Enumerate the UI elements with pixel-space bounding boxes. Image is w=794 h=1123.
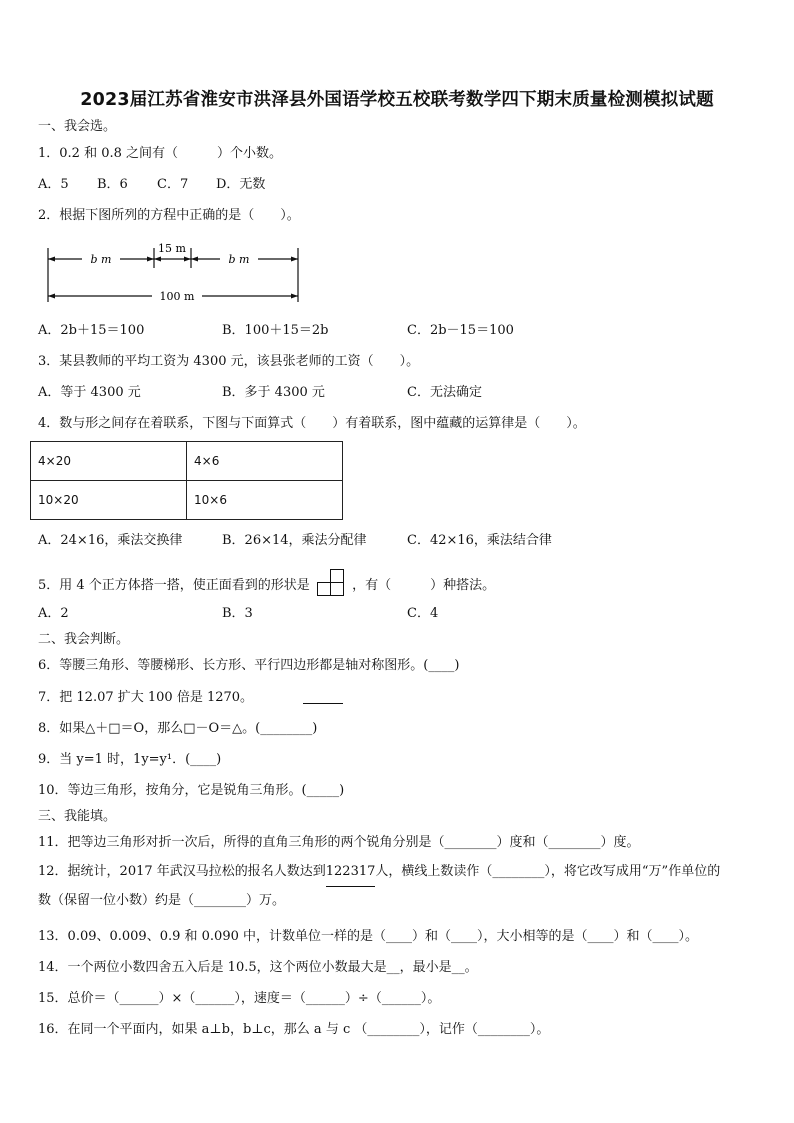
q5-option-a: A．2 [38,606,69,621]
q3-option-c: C．无法确定 [407,385,482,400]
q7-answer-blank[interactable] [303,689,343,704]
q2-option-c: C．2b－15＝100 [407,323,514,338]
grid-cell: 10×6 [187,481,343,520]
multiplication-grid-table [30,441,343,520]
q12-underlined-number: 122317 [326,858,376,887]
segment-label-left: b m [90,253,112,266]
question-13: 13．0.09、0.009、0.9 和 0.090 中，计数单位一样的是（____）和（____），大小相等的是（____）和（____）。 [38,929,698,944]
q1-option-b: B．6 [97,177,128,192]
q2-option-a: A．2b＋15＝100 [38,323,145,338]
section-heading-choice: 一、我会选。 [38,119,117,134]
section-heading-judge: 二、我会判断。 [38,632,130,647]
q5-text-before: 5．用 4 个正方体搭一搭，使正面看到的形状是 [38,578,310,593]
question-12 [38,858,763,915]
q3-option-a: A．等于 4300 元 [38,385,141,400]
q1-option-c: C．7 [157,177,189,192]
q4-option-b: B．26×14，乘法分配律 [222,533,367,548]
grid-cell: 4×6 [187,442,343,481]
q5-text-after: ，有（ ）种搭法。 [352,578,496,593]
question-6: 6．等腰三角形、等腰梯形、长方形、平行四边形都是轴对称图形。(____) [38,658,460,673]
q1-option-a: A．5 [38,177,69,192]
question-9: 9．当 y=1 时，1y=y¹．(____) [38,752,222,767]
segment-diagram [40,240,310,308]
question-1: 1．0.2 和 0.8 之间有（ ）个小数。 [38,146,283,161]
q5-option-b: B．3 [222,606,253,621]
section-heading-fill: 三、我能填。 [38,809,117,824]
segment-label-right: b m [228,253,250,266]
grid-cell: 10×20 [31,481,187,520]
question-7 [38,689,343,707]
question-2: 2．根据下图所列的方程中正确的是（ ）。 [38,208,300,223]
cube-front-view-icon [316,568,346,598]
question-16: 16．在同一个平面内，如果 a⊥b，b⊥c，那么 a 与 c （________），记作（________）。 [38,1022,550,1037]
question-10: 10．等边三角形，按角分，它是锐角三角形。(_____) [38,783,345,798]
q7-text: 7．把 12.07 扩大 100 倍是 1270。 [38,690,254,705]
q12-text-before: 12．据统计，2017 年武汉马拉松的报名人数达到 [38,864,326,879]
question-8: 8．如果△＋□＝O，那么□－O＝△。(________) [38,721,318,736]
question-4: 4．数与形之间存在着联系，下图与下面算式（ ）有着联系，图中蕴藏的运算律是（ ）。 [38,416,586,431]
question-5 [38,568,495,598]
question-15: 15．总价＝（______）×（______），速度＝（______）÷（______）。 [38,991,441,1006]
q12-text-line2: 数（保留一位小数）约是（________）万。 [38,893,286,908]
grid-cell: 4×20 [31,442,187,481]
question-11: 11．把等边三角形对折一次后，所得的直角三角形的两个锐角分别是（________）度和（________）度。 [38,835,640,850]
question-14: 14．一个两位小数四舍五入后是 10.5，这个两位小数最大是__，最小是__。 [38,960,478,975]
q2-option-b: B．100＋15＝2b [222,323,329,338]
segment-label-middle: 15 m [158,242,186,255]
q4-option-c: C．42×16，乘法结合律 [407,533,552,548]
q4-option-a: A．24×16，乘法交换律 [38,533,183,548]
segment-label-total: 100 m [159,290,195,303]
q12-text-after: 人，横线上数读作（________），将它改写成用“万”作单位的 [375,864,721,879]
q3-option-b: B．多于 4300 元 [222,385,325,400]
q5-option-c: C．4 [407,606,439,621]
page-title: 2023届江苏省淮安市洪泽县外国语学校五校联考数学四下期末质量检测模拟试题 [80,90,714,110]
question-3: 3．某县教师的平均工资为 4300 元，该县张老师的工资（ ）。 [38,354,420,369]
q1-option-d: D．无数 [216,177,266,192]
